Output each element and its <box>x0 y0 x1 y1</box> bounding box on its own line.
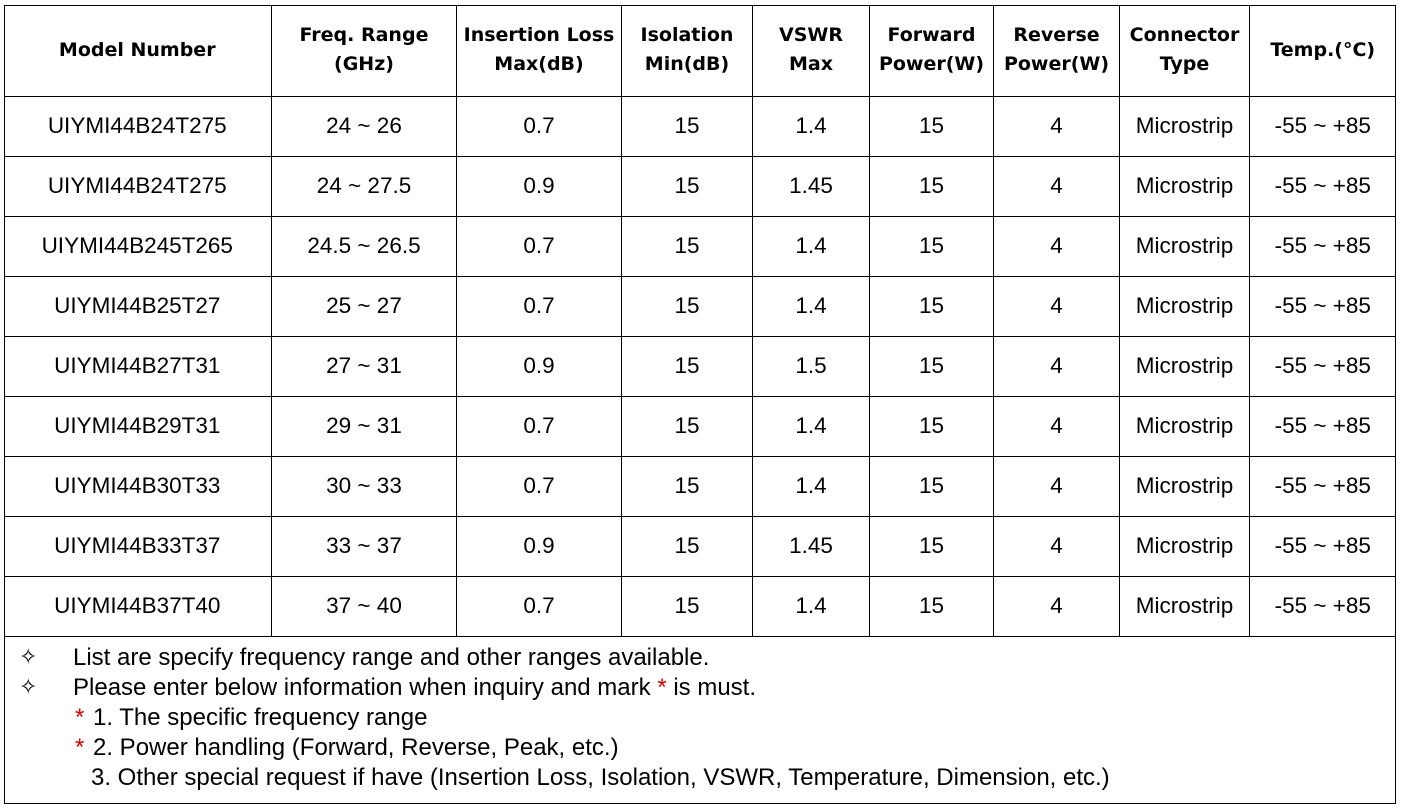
cell-forward-power: 15 <box>870 516 994 576</box>
cell-model-number: UIYMI44B27T31 <box>4 336 272 396</box>
cell-insertion-loss: 0.7 <box>457 456 622 516</box>
cell-connector-type: Microstrip <box>1120 336 1250 396</box>
cell-vswr: 1.4 <box>753 396 870 456</box>
table-row <box>4 96 1396 156</box>
cell-insertion-loss: 0.7 <box>457 96 622 156</box>
required-info-text: 3. Other special request if have (Insertion Loss, Isolation, VSWR, Temperature, Dimension, etc.) <box>91 764 1110 791</box>
cell-vswr: 1.45 <box>753 516 870 576</box>
cell-temperature: -55 ~ +85 <box>1250 516 1396 576</box>
cell-freq-range: 24 ~ 26 <box>272 96 457 156</box>
cell-reverse-power: 4 <box>994 216 1120 276</box>
table-row <box>4 156 1396 216</box>
table-row <box>4 276 1396 336</box>
cell-vswr: 1.4 <box>753 216 870 276</box>
header-text: Model Number <box>58 38 216 61</box>
header-text: Forward <box>887 24 976 46</box>
cell-temperature: -55 ~ +85 <box>1250 456 1396 516</box>
header-text: Power(W) <box>878 53 985 75</box>
cell-forward-power: 15 <box>870 456 994 516</box>
required-info-text: 2. Power handling (Forward, Reverse, Peak, etc.) <box>93 734 619 761</box>
cell-forward-power: 15 <box>870 396 994 456</box>
cell-freq-range: 27 ~ 31 <box>272 336 457 396</box>
cell-connector-type: Microstrip <box>1120 216 1250 276</box>
spec-table <box>4 5 1396 637</box>
cell-freq-range: 25 ~ 27 <box>272 276 457 336</box>
cell-model-number: UIYMI44B30T33 <box>4 456 272 516</box>
table-body <box>4 96 1396 636</box>
cell-vswr: 1.4 <box>753 576 870 636</box>
cell-forward-power: 15 <box>870 276 994 336</box>
cell-reverse-power: 4 <box>994 396 1120 456</box>
cell-forward-power: 15 <box>870 336 994 396</box>
cell-forward-power: 15 <box>870 576 994 636</box>
cell-temperature: -55 ~ +85 <box>1250 276 1396 336</box>
cell-vswr: 1.45 <box>753 156 870 216</box>
table-row <box>4 336 1396 396</box>
cell-model-number: UIYMI44B33T37 <box>4 516 272 576</box>
cell-temperature: -55 ~ +85 <box>1250 216 1396 276</box>
cell-freq-range: 24 ~ 27.5 <box>272 156 457 216</box>
cell-connector-type: Microstrip <box>1120 516 1250 576</box>
cell-insertion-loss: 0.7 <box>457 576 622 636</box>
cell-forward-power: 15 <box>870 96 994 156</box>
cell-reverse-power: 4 <box>994 156 1120 216</box>
header-reverse-power <box>994 5 1120 97</box>
diamond-bullet-icon: ✧ <box>19 675 38 700</box>
header-text: Connector <box>1129 24 1240 46</box>
cell-insertion-loss: 0.7 <box>457 276 622 336</box>
cell-freq-range: 37 ~ 40 <box>272 576 457 636</box>
header-text: VSWR <box>779 24 843 46</box>
header-model-number <box>4 5 272 97</box>
cell-connector-type: Microstrip <box>1120 576 1250 636</box>
cell-connector-type: Microstrip <box>1120 396 1250 456</box>
cell-connector-type: Microstrip <box>1120 456 1250 516</box>
cell-model-number: UIYMI44B29T31 <box>4 396 272 456</box>
cell-freq-range: 33 ~ 37 <box>272 516 457 576</box>
cell-isolation: 15 <box>622 276 753 336</box>
cell-temperature: -55 ~ +85 <box>1250 96 1396 156</box>
cell-reverse-power: 4 <box>994 516 1120 576</box>
cell-freq-range: 29 ~ 31 <box>272 396 457 456</box>
cell-isolation: 15 <box>622 576 753 636</box>
cell-isolation: 15 <box>622 456 753 516</box>
cell-insertion-loss: 0.7 <box>457 396 622 456</box>
required-info-item <box>5 703 1395 733</box>
cell-model-number: UIYMI44B24T275 <box>4 156 272 216</box>
cell-isolation: 15 <box>622 336 753 396</box>
header-temperature <box>1250 5 1396 97</box>
header-connector-type <box>1120 5 1250 97</box>
required-info-item <box>5 763 1395 793</box>
header-text: Max(dB) <box>494 53 584 75</box>
cell-reverse-power: 4 <box>994 96 1120 156</box>
cell-freq-range: 24.5 ~ 26.5 <box>272 216 457 276</box>
header-text: Insertion Loss <box>463 24 615 46</box>
cell-vswr: 1.5 <box>753 336 870 396</box>
header-isolation <box>622 5 753 97</box>
header-text: Isolation <box>640 24 734 46</box>
diamond-bullet-icon: ✧ <box>19 645 38 670</box>
cell-connector-type: Microstrip <box>1120 96 1250 156</box>
header-text: Temp.(°C) <box>1270 38 1376 61</box>
required-info-text: 1. The specific frequency range <box>93 704 428 731</box>
table-row <box>4 516 1396 576</box>
required-info-item <box>5 733 1395 763</box>
cell-reverse-power: 4 <box>994 456 1120 516</box>
cell-insertion-loss: 0.9 <box>457 156 622 216</box>
header-text: Max <box>789 53 833 75</box>
cell-model-number: UIYMI44B245T265 <box>4 216 272 276</box>
header-insertion-loss <box>457 5 622 97</box>
cell-isolation: 15 <box>622 516 753 576</box>
note-item <box>5 643 1395 673</box>
table-row <box>4 456 1396 516</box>
cell-isolation: 15 <box>622 96 753 156</box>
cell-temperature: -55 ~ +85 <box>1250 336 1396 396</box>
required-star: * <box>75 734 85 761</box>
header-text: (GHz) <box>334 53 394 75</box>
cell-forward-power: 15 <box>870 216 994 276</box>
note-text: List are specify frequency range and other ranges available. <box>73 644 710 671</box>
note-text-part: Please enter below information when inquiry and mark <box>73 674 658 701</box>
header-text: Min(dB) <box>644 53 730 75</box>
cell-model-number: UIYMI44B24T275 <box>4 96 272 156</box>
cell-vswr: 1.4 <box>753 456 870 516</box>
cell-reverse-power: 4 <box>994 336 1120 396</box>
note-text-part: is must. <box>666 674 756 701</box>
cell-vswr: 1.4 <box>753 96 870 156</box>
required-star: * <box>75 704 85 731</box>
cell-connector-type: Microstrip <box>1120 276 1250 336</box>
cell-reverse-power: 4 <box>994 576 1120 636</box>
note-text <box>73 673 756 703</box>
cell-connector-type: Microstrip <box>1120 156 1250 216</box>
header-row <box>4 5 1396 97</box>
table-row <box>4 576 1396 636</box>
cell-temperature: -55 ~ +85 <box>1250 396 1396 456</box>
required-info-list <box>5 703 1395 793</box>
cell-temperature: -55 ~ +85 <box>1250 156 1396 216</box>
header-text: Power(W) <box>1003 53 1110 75</box>
cell-insertion-loss: 0.7 <box>457 216 622 276</box>
header-text: Freq. Range <box>299 24 429 46</box>
cell-insertion-loss: 0.9 <box>457 336 622 396</box>
cell-model-number: UIYMI44B25T27 <box>4 276 272 336</box>
note-item <box>5 673 1395 703</box>
cell-insertion-loss: 0.9 <box>457 516 622 576</box>
cell-isolation: 15 <box>622 396 753 456</box>
header-forward-power <box>870 5 994 97</box>
table-row <box>4 216 1396 276</box>
cell-reverse-power: 4 <box>994 276 1120 336</box>
cell-model-number: UIYMI44B37T40 <box>4 576 272 636</box>
header-text: Type <box>1159 53 1210 75</box>
cell-isolation: 15 <box>622 156 753 216</box>
required-star: * <box>657 674 667 701</box>
notes-section <box>5 643 1395 793</box>
cell-isolation: 15 <box>622 216 753 276</box>
cell-freq-range: 30 ~ 33 <box>272 456 457 516</box>
cell-forward-power: 15 <box>870 156 994 216</box>
cell-temperature: -55 ~ +85 <box>1250 576 1396 636</box>
spec-sheet <box>4 5 1396 804</box>
cell-vswr: 1.4 <box>753 276 870 336</box>
header-vswr <box>753 5 870 97</box>
table-row <box>4 396 1396 456</box>
header-freq-range <box>272 5 457 97</box>
header-text: Reverse <box>1013 24 1100 46</box>
